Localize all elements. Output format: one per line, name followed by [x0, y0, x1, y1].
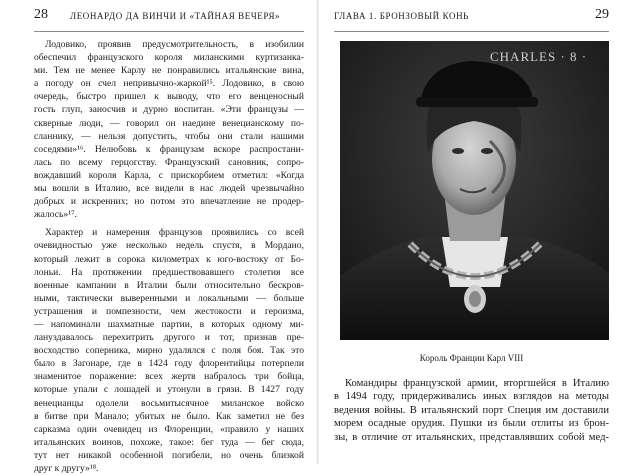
text-line: который лежит в сорока километрах к юго-востоку от Бо-	[34, 253, 304, 265]
text-line: — напоминали шахматные партии, в которых одному ми-	[34, 318, 304, 330]
text-line: соседями»¹⁶. Нелюбовь к французам вскоре распростани-	[34, 143, 304, 155]
text-line: сарказма один очевидец из Флоренции, «правило у наших	[34, 423, 304, 435]
text-line: Лодовико, проявив предусмотрительность, в изобилии	[45, 39, 304, 50]
left-page	[0, 0, 318, 474]
text-line: друг к другу»¹⁸.	[34, 463, 99, 474]
text-line: Характер и намерения французов проявились со всей	[45, 227, 304, 239]
text-line: очевидностью уже несколько недель спустя, в Мордано,	[34, 240, 304, 252]
portrait-caption: Король Франции Карл VIII	[419, 353, 524, 363]
text-line: знаменитое поражение: всех жертв набралось три бойца,	[34, 371, 304, 383]
text-line: военные кампании в Италии были относительно бескров-	[34, 279, 304, 291]
text-line: сланнику, — нельзя допустить, чтобы они стали нашими	[34, 130, 304, 142]
text-line: морем осадные орудия. Пушки из были отлиты из брон-	[334, 418, 609, 430]
left-page-number: 28	[34, 7, 48, 22]
text-line: очередь, быстро пришел к выводу, что его венценосный	[34, 91, 304, 103]
text-line: гость глуп, заносчив и дурно воспитан. «Эти французы —	[34, 104, 304, 116]
text-line: а погоду он счел непривычно-жаркой¹⁵. Лодовико, в свою	[34, 78, 304, 90]
portrait-drawing	[340, 41, 609, 340]
right-page	[318, 0, 637, 464]
text-line: восходство соперника, мирно удалялся с поля боя. Так это	[34, 345, 304, 357]
text-line: венецианцы одолели восьмитысячное миланское войско	[34, 397, 304, 409]
text-line: ведения войны. В итальянский порт Специя им доставили	[334, 404, 609, 416]
portrait-inscription: CHARLES · 8 ·	[490, 49, 588, 64]
right-running-title: ГЛАВА 1. БРОНЗОВЫЙ КОНЬ	[334, 11, 469, 21]
text-line: устрашения и помпезности, чем жестокости и героизма,	[34, 305, 304, 317]
text-line: жалось»¹⁷.	[34, 209, 77, 221]
left-page-header	[34, 7, 304, 29]
text-line: обеспечил французского короля миланскими куртизанка-	[34, 52, 304, 64]
text-line: лоньи. На протяжении предшествовавшего столетия все	[34, 266, 304, 278]
text-line: мы вошли в Италию, все видели в нас людей чрезвычайно	[34, 183, 304, 195]
text-line: Командиры французской армии, вторгшейся в Италию	[345, 378, 609, 389]
text-line: ми. Тем не менее Карлу не понравились итальянские вина,	[34, 65, 304, 77]
text-line: лануздавалось перехитрить другого и тот, признав пре-	[34, 332, 304, 344]
right-header-rule	[334, 31, 609, 32]
text-line: лась по всему герцогству. Французский сановник, сопро-	[34, 156, 304, 168]
left-body-text	[34, 38, 304, 475]
text-line: скверные люди, — говорил он наедине венецианскому по-	[34, 117, 304, 129]
text-line: в битве при Маналo; убитых не было. Как заметил не без	[34, 410, 304, 422]
text-line: зы, в отличие от итальянских, представлявших собой мед-	[334, 431, 609, 443]
text-line: вождавший короля Карла, с прискорбием отметил: «Когда	[34, 169, 304, 181]
text-line: добрых и искренних; но потом это впечатление не продер-	[34, 196, 304, 208]
text-line: в 1494 году, придерживались иных взглядов на методы	[334, 391, 609, 403]
text-line: итальянских воинов, похоже, такое: бег туда — бег сюда,	[34, 436, 304, 448]
left-header-rule	[34, 31, 304, 32]
text-line: тут нет никакой особенной погибели, но очень близкой	[34, 449, 304, 461]
text-line: было в Загонаре, где в 1424 году флорентийцы потерпели	[34, 358, 304, 370]
text-line: ными, тактически выверенными и локальными — больше	[34, 292, 304, 304]
text-line: которые упали с лошадей и утонули в грязи. В 1427 году	[34, 384, 304, 396]
left-running-title: ЛЕОНАРДО ДА ВИНЧИ И «ТАЙНАЯ ВЕЧЕРЯ»	[70, 11, 281, 21]
right-page-header	[334, 7, 609, 29]
right-body-text	[334, 377, 609, 444]
portrait-charles-viii	[340, 41, 609, 340]
right-page-number: 29	[595, 7, 609, 22]
